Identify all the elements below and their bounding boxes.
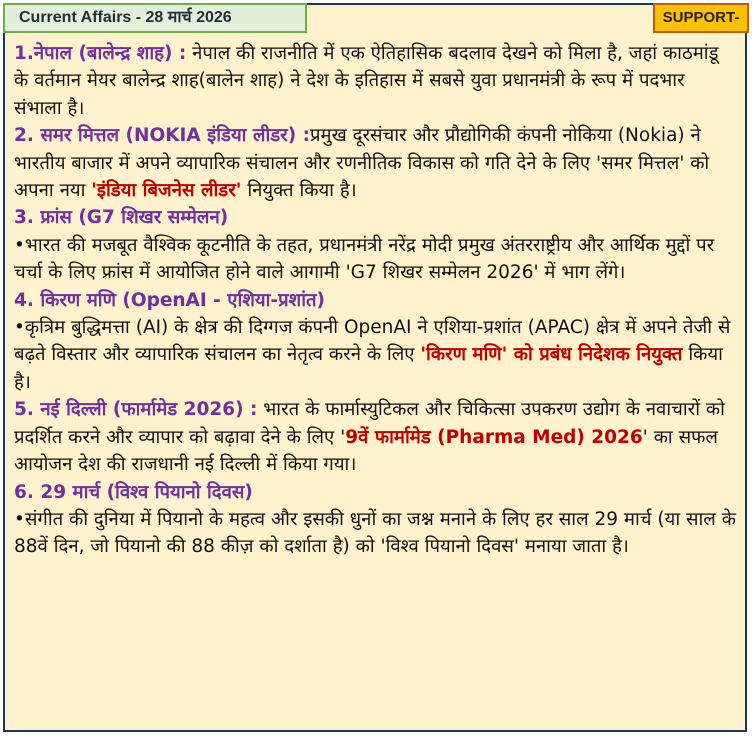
- news-item-nokia: [14, 122, 736, 204]
- item-text: •संगीत की दुनिया में पियानो के महत्व और इसकी धुनों का जश्न मनाने के लिए हर साल 29 मार्च (या साल के 88वें दिन, जो पियानो की 88 कीज़ को दर्शाता है) को 'विश्व पियानो दिवस' मनाया जाता है।: [14, 508, 736, 558]
- item-text: नेपाल की राजनीति में एक ऐतिहासिक बदलाव देखने को मिला है, जहां काठमांडू के वर्तमान मेयर बालेन्द्र शाह(बालेन शाह) ने देश के इतिहास में सबसे युवा प्रधानमंत्री के रूप में पदभार संभाला है।: [14, 43, 719, 119]
- item-heading: 4. किरण मणि (OpenAI - एशिया-प्रशांत): [14, 289, 325, 311]
- news-item-openai: [14, 314, 736, 396]
- news-item-pharmamed: [14, 396, 736, 478]
- item-highlight: 'इंडिया बिजनेस लीडर': [91, 180, 242, 202]
- item-text: ' का सफल आयोजन देश की राजधानी नई दिल्ली में किया गया।: [14, 426, 718, 476]
- item-heading: 5. नई दिल्ली (फार्मामेड 2026) :: [14, 399, 258, 421]
- news-item-france: [14, 232, 736, 287]
- item-text: •कृत्रिम बुद्धिमत्ता (AI) के क्षेत्र की दिग्गज कंपनी OpenAI ने एशिया-प्रशांत (APAC) क्षेत्र में अपने तेजी से बढ़ते विस्तार और व्यापारिक संचालन का नेतृत्व करने के लिए: [14, 317, 731, 366]
- item-text: भारत के फार्मास्युटिकल और चिकित्सा उपकरण उद्योग के नवाचारों को प्रदर्शित करने और व्यापार को बढ़ावा देने के लिए ': [14, 399, 725, 448]
- news-item-heading-piano: [14, 479, 736, 506]
- item-heading: 6. 29 मार्च (विश्व पियानो दिवस): [14, 481, 253, 503]
- news-item-heading-france: [14, 204, 736, 231]
- item-highlight: 9वें फार्मामेड (Pharma Med) 2026: [345, 426, 643, 448]
- item-text: •भारत की मजबूत वैश्विक कूटनीति के तहत, प्रधानमंत्री नरेंद्र मोदी प्रमुख अंतरराष्ट्रीय और आर्थिक मुद्दों पर चर्चा के लिए फ्रांस में आयोजित होने वाले आगामी 'G7 शिखर सम्मेलन 2026' में भाग लेंगे।: [14, 234, 715, 284]
- item-heading: 1.नेपाल (बालेन्द्र शाह) :: [14, 43, 187, 64]
- news-item-nepal: [14, 40, 736, 122]
- news-list: [14, 40, 736, 561]
- item-text: प्रमुख दूरसंचार और प्रौद्योगिकी कंपनी नोकिया (Nokia) ने भारतीय बाजार में अपने व्यापारिक संचालन और रणनीतिक विकास को गति देने के लिए 'समर मित्तल' को अपना नया: [14, 125, 710, 202]
- item-text: किया है।: [14, 344, 723, 393]
- item-heading: 2. समर मित्तल (NOKIA इंडिया लीडर) :: [14, 125, 311, 147]
- item-heading: 3. फ्रांस (G7 शिखर सम्मेलन): [14, 207, 229, 229]
- news-item-piano: [14, 506, 736, 561]
- date-tag: Current Affairs - 28 मार्च 2026: [3, 3, 307, 33]
- news-item-heading-openai: [14, 287, 736, 314]
- item-highlight: 'किरण मणि' को प्रबंध निदेशक नियुक्त: [420, 344, 683, 366]
- item-text: नियुक्त किया है।: [241, 180, 357, 202]
- support-tag: SUPPORT-: [653, 3, 749, 33]
